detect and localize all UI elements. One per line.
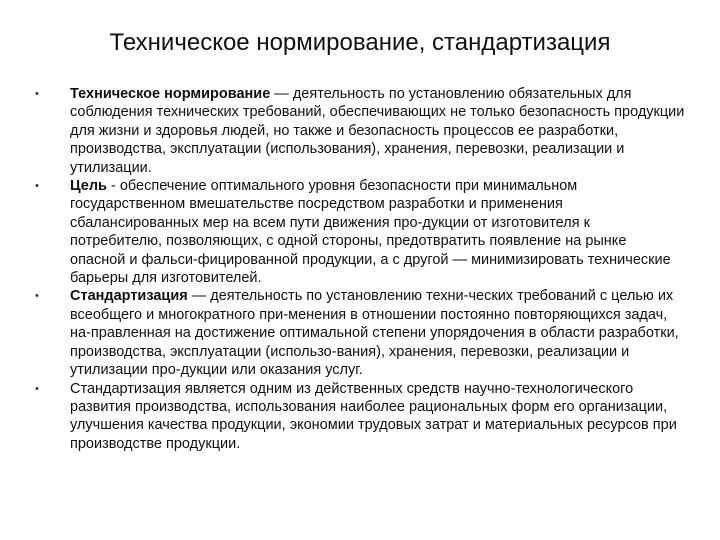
bullet-text: — деятельность по установлению техни-ческих требований с целью их всеобщего и многократного при-менения в отношении постоянно повторяющихся задач, на-правленная на достижение оптимальной степени упорядочения в области разработки, производства, эксплуатации (использо-вания), хранения, перевозки, реализации и утилизации про-дукции или оказания услуг. xyxy=(70,288,679,379)
bullet-text: Стандартизация является одним из действенных средств научно-технологического развития производства, использования наиболее рациональных форм его организации, улучшения качества продукции, экономии трудовых затрат и материальных ресурсов при производстве продукции. xyxy=(70,380,677,452)
slide-title: Техническое нормирование, стандартизация xyxy=(109,29,611,56)
bullet-term: Цель xyxy=(70,178,107,195)
bullet-text: - обеспечение оптимального уровня безопасности при минимальном государственном вмешательстве посредством разработки и применения сбалансированных мер на всем пути движения про-дукции от изготовителя к потребителю, позволяющих, с одной стороны, предотвратить появление на рынке опасной и фальси-фицированной продукции, а с другой — минимизировать технические барьеры для изготовителей. xyxy=(70,178,671,287)
bullet-list xyxy=(0,85,720,453)
bullet-item-standardization-role xyxy=(0,380,720,454)
bullet-icon: • xyxy=(35,382,39,395)
bullet-icon: • xyxy=(35,290,39,303)
bullet-item-technical-regulation xyxy=(0,85,720,177)
bullet-term: Техническое нормирование xyxy=(70,86,271,102)
bullet-term: Стандартизация xyxy=(70,288,188,305)
bullet-icon: • xyxy=(35,88,39,100)
bullet-item-goal xyxy=(0,177,720,287)
bullet-icon: • xyxy=(35,180,39,193)
bullet-item-standardization xyxy=(0,287,720,379)
bullet-text: — деятельность по установлению обязательных для соблюдения технических требований, обеспечивающих не только безопасность продукции для жизни и здоровья людей, но также и безопасность процессов ее разработки, производства, эксплуатации (использования), хранения, перевозки, реализации и утилизации. xyxy=(70,86,685,176)
